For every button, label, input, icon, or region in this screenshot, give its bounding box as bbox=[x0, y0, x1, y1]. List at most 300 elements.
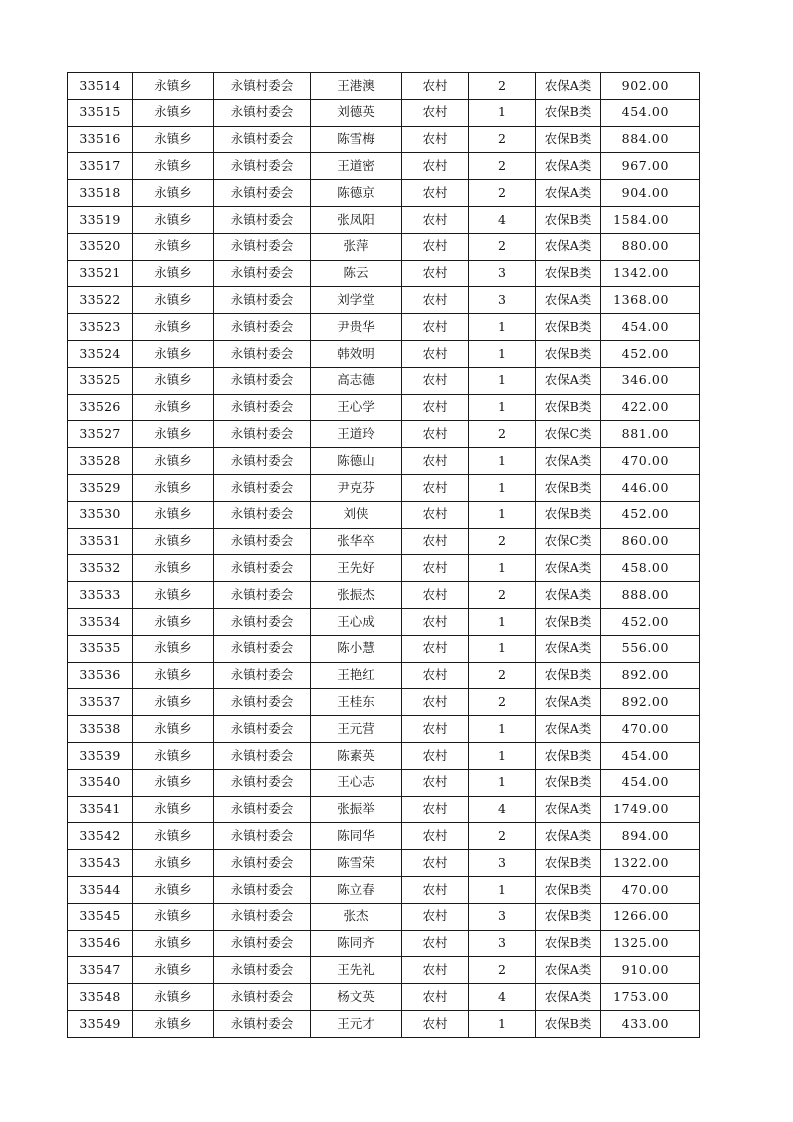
village-committee-cell: 永镇村委会 bbox=[214, 421, 311, 448]
person-name-cell: 高志德 bbox=[311, 367, 402, 394]
village-committee-cell: 永镇村委会 bbox=[214, 555, 311, 582]
village-committee-cell: 永镇村委会 bbox=[214, 957, 311, 984]
household-size-cell: 2 bbox=[469, 689, 536, 716]
table-row bbox=[68, 180, 700, 207]
person-name-cell: 王心志 bbox=[311, 769, 402, 796]
household-size-cell: 2 bbox=[469, 153, 536, 180]
area-type-cell: 农村 bbox=[402, 180, 469, 207]
household-size-cell: 1 bbox=[469, 608, 536, 635]
record-id-cell: 33534 bbox=[68, 608, 133, 635]
table-row bbox=[68, 126, 700, 153]
area-type-cell: 农村 bbox=[402, 582, 469, 609]
table-row bbox=[68, 662, 700, 689]
area-type-cell: 农村 bbox=[402, 421, 469, 448]
town-cell: 永镇乡 bbox=[133, 850, 214, 877]
amount-cell: 446.00 bbox=[601, 474, 700, 501]
amount-cell: 452.00 bbox=[601, 501, 700, 528]
household-size-cell: 1 bbox=[469, 1010, 536, 1037]
village-committee-cell: 永镇村委会 bbox=[214, 367, 311, 394]
amount-cell: 1753.00 bbox=[601, 984, 700, 1011]
person-name-cell: 陈同齐 bbox=[311, 930, 402, 957]
village-committee-cell: 永镇村委会 bbox=[214, 716, 311, 743]
person-name-cell: 韩效明 bbox=[311, 340, 402, 367]
person-name-cell: 陈德山 bbox=[311, 448, 402, 475]
village-committee-cell: 永镇村委会 bbox=[214, 448, 311, 475]
table-row bbox=[68, 769, 700, 796]
insurance-category-cell: 农保B类 bbox=[536, 99, 601, 126]
insurance-category-cell: 农保B类 bbox=[536, 474, 601, 501]
area-type-cell: 农村 bbox=[402, 850, 469, 877]
town-cell: 永镇乡 bbox=[133, 233, 214, 260]
household-size-cell: 4 bbox=[469, 206, 536, 233]
record-id-cell: 33544 bbox=[68, 876, 133, 903]
household-size-cell: 3 bbox=[469, 903, 536, 930]
table-row bbox=[68, 501, 700, 528]
person-name-cell: 王心学 bbox=[311, 394, 402, 421]
household-size-cell: 1 bbox=[469, 340, 536, 367]
household-size-cell: 4 bbox=[469, 984, 536, 1011]
record-id-cell: 33531 bbox=[68, 528, 133, 555]
town-cell: 永镇乡 bbox=[133, 769, 214, 796]
household-size-cell: 1 bbox=[469, 742, 536, 769]
insurance-category-cell: 农保A类 bbox=[536, 180, 601, 207]
amount-cell: 452.00 bbox=[601, 608, 700, 635]
record-id-cell: 33522 bbox=[68, 287, 133, 314]
record-id-cell: 33545 bbox=[68, 903, 133, 930]
table-row bbox=[68, 73, 700, 100]
person-name-cell: 王元才 bbox=[311, 1010, 402, 1037]
record-id-cell: 33535 bbox=[68, 635, 133, 662]
insurance-category-cell: 农保A类 bbox=[536, 957, 601, 984]
person-name-cell: 王先好 bbox=[311, 555, 402, 582]
household-size-cell: 4 bbox=[469, 796, 536, 823]
insurance-category-cell: 农保A类 bbox=[536, 448, 601, 475]
household-size-cell: 1 bbox=[469, 501, 536, 528]
insurance-category-cell: 农保B类 bbox=[536, 742, 601, 769]
area-type-cell: 农村 bbox=[402, 260, 469, 287]
table-row bbox=[68, 260, 700, 287]
record-id-cell: 33528 bbox=[68, 448, 133, 475]
amount-cell: 884.00 bbox=[601, 126, 700, 153]
table-row bbox=[68, 796, 700, 823]
insurance-category-cell: 农保B类 bbox=[536, 340, 601, 367]
insurance-category-cell: 农保A类 bbox=[536, 689, 601, 716]
record-id-cell: 33543 bbox=[68, 850, 133, 877]
amount-cell: 422.00 bbox=[601, 394, 700, 421]
person-name-cell: 陈小慧 bbox=[311, 635, 402, 662]
insurance-category-cell: 农保A类 bbox=[536, 73, 601, 100]
area-type-cell: 农村 bbox=[402, 930, 469, 957]
village-committee-cell: 永镇村委会 bbox=[214, 850, 311, 877]
village-committee-cell: 永镇村委会 bbox=[214, 528, 311, 555]
town-cell: 永镇乡 bbox=[133, 153, 214, 180]
area-type-cell: 农村 bbox=[402, 153, 469, 180]
person-name-cell: 刘学堂 bbox=[311, 287, 402, 314]
town-cell: 永镇乡 bbox=[133, 716, 214, 743]
amount-cell: 454.00 bbox=[601, 769, 700, 796]
household-size-cell: 3 bbox=[469, 260, 536, 287]
area-type-cell: 农村 bbox=[402, 448, 469, 475]
insurance-category-cell: 农保A类 bbox=[536, 796, 601, 823]
town-cell: 永镇乡 bbox=[133, 903, 214, 930]
record-id-cell: 33525 bbox=[68, 367, 133, 394]
area-type-cell: 农村 bbox=[402, 99, 469, 126]
area-type-cell: 农村 bbox=[402, 635, 469, 662]
amount-cell: 881.00 bbox=[601, 421, 700, 448]
town-cell: 永镇乡 bbox=[133, 823, 214, 850]
area-type-cell: 农村 bbox=[402, 474, 469, 501]
household-size-cell: 2 bbox=[469, 421, 536, 448]
town-cell: 永镇乡 bbox=[133, 367, 214, 394]
person-name-cell: 刘德英 bbox=[311, 99, 402, 126]
town-cell: 永镇乡 bbox=[133, 287, 214, 314]
town-cell: 永镇乡 bbox=[133, 742, 214, 769]
area-type-cell: 农村 bbox=[402, 742, 469, 769]
household-size-cell: 1 bbox=[469, 448, 536, 475]
village-committee-cell: 永镇村委会 bbox=[214, 662, 311, 689]
record-id-cell: 33529 bbox=[68, 474, 133, 501]
insurance-category-cell: 农保C类 bbox=[536, 421, 601, 448]
village-committee-cell: 永镇村委会 bbox=[214, 769, 311, 796]
table-row bbox=[68, 1010, 700, 1037]
area-type-cell: 农村 bbox=[402, 608, 469, 635]
table-row bbox=[68, 555, 700, 582]
amount-cell: 454.00 bbox=[601, 314, 700, 341]
table-row bbox=[68, 957, 700, 984]
record-id-cell: 33527 bbox=[68, 421, 133, 448]
record-id-cell: 33547 bbox=[68, 957, 133, 984]
person-name-cell: 王艳红 bbox=[311, 662, 402, 689]
village-committee-cell: 永镇村委会 bbox=[214, 984, 311, 1011]
amount-cell: 470.00 bbox=[601, 716, 700, 743]
insurance-category-cell: 农保A类 bbox=[536, 153, 601, 180]
person-name-cell: 刘侠 bbox=[311, 501, 402, 528]
household-size-cell: 1 bbox=[469, 769, 536, 796]
insurance-category-cell: 农保B类 bbox=[536, 260, 601, 287]
record-id-cell: 33548 bbox=[68, 984, 133, 1011]
village-committee-cell: 永镇村委会 bbox=[214, 153, 311, 180]
amount-cell: 454.00 bbox=[601, 99, 700, 126]
record-id-cell: 33516 bbox=[68, 126, 133, 153]
village-committee-cell: 永镇村委会 bbox=[214, 689, 311, 716]
table-row bbox=[68, 340, 700, 367]
household-size-cell: 1 bbox=[469, 635, 536, 662]
amount-cell: 888.00 bbox=[601, 582, 700, 609]
amount-cell: 892.00 bbox=[601, 662, 700, 689]
area-type-cell: 农村 bbox=[402, 340, 469, 367]
village-committee-cell: 永镇村委会 bbox=[214, 287, 311, 314]
amount-cell: 556.00 bbox=[601, 635, 700, 662]
household-size-cell: 1 bbox=[469, 876, 536, 903]
insurance-category-cell: 农保A类 bbox=[536, 635, 601, 662]
person-name-cell: 陈雪荣 bbox=[311, 850, 402, 877]
town-cell: 永镇乡 bbox=[133, 796, 214, 823]
area-type-cell: 农村 bbox=[402, 689, 469, 716]
household-size-cell: 3 bbox=[469, 930, 536, 957]
person-name-cell: 陈德京 bbox=[311, 180, 402, 207]
record-id-cell: 33523 bbox=[68, 314, 133, 341]
person-name-cell: 张凤阳 bbox=[311, 206, 402, 233]
town-cell: 永镇乡 bbox=[133, 126, 214, 153]
household-size-cell: 2 bbox=[469, 957, 536, 984]
insurance-category-cell: 农保B类 bbox=[536, 769, 601, 796]
table-row bbox=[68, 608, 700, 635]
amount-cell: 1266.00 bbox=[601, 903, 700, 930]
town-cell: 永镇乡 bbox=[133, 448, 214, 475]
village-committee-cell: 永镇村委会 bbox=[214, 314, 311, 341]
amount-cell: 1368.00 bbox=[601, 287, 700, 314]
person-name-cell: 王港澳 bbox=[311, 73, 402, 100]
village-committee-cell: 永镇村委会 bbox=[214, 635, 311, 662]
town-cell: 永镇乡 bbox=[133, 421, 214, 448]
person-name-cell: 陈立春 bbox=[311, 876, 402, 903]
town-cell: 永镇乡 bbox=[133, 555, 214, 582]
amount-cell: 902.00 bbox=[601, 73, 700, 100]
person-name-cell: 张华卒 bbox=[311, 528, 402, 555]
record-id-cell: 33540 bbox=[68, 769, 133, 796]
household-size-cell: 1 bbox=[469, 314, 536, 341]
person-name-cell: 王道密 bbox=[311, 153, 402, 180]
amount-cell: 470.00 bbox=[601, 876, 700, 903]
amount-cell: 880.00 bbox=[601, 233, 700, 260]
person-name-cell: 陈同华 bbox=[311, 823, 402, 850]
insurance-category-cell: 农保B类 bbox=[536, 394, 601, 421]
record-id-cell: 33524 bbox=[68, 340, 133, 367]
area-type-cell: 农村 bbox=[402, 394, 469, 421]
record-id-cell: 33520 bbox=[68, 233, 133, 260]
village-committee-cell: 永镇村委会 bbox=[214, 394, 311, 421]
household-size-cell: 2 bbox=[469, 662, 536, 689]
town-cell: 永镇乡 bbox=[133, 394, 214, 421]
person-name-cell: 陈云 bbox=[311, 260, 402, 287]
village-committee-cell: 永镇村委会 bbox=[214, 582, 311, 609]
person-name-cell: 尹贵华 bbox=[311, 314, 402, 341]
area-type-cell: 农村 bbox=[402, 528, 469, 555]
person-name-cell: 张杰 bbox=[311, 903, 402, 930]
record-id-cell: 33530 bbox=[68, 501, 133, 528]
record-id-cell: 33526 bbox=[68, 394, 133, 421]
village-committee-cell: 永镇村委会 bbox=[214, 180, 311, 207]
town-cell: 永镇乡 bbox=[133, 528, 214, 555]
person-name-cell: 王道玲 bbox=[311, 421, 402, 448]
amount-cell: 346.00 bbox=[601, 367, 700, 394]
amount-cell: 452.00 bbox=[601, 340, 700, 367]
table-row bbox=[68, 716, 700, 743]
village-committee-cell: 永镇村委会 bbox=[214, 340, 311, 367]
area-type-cell: 农村 bbox=[402, 287, 469, 314]
table-row bbox=[68, 421, 700, 448]
table-row bbox=[68, 474, 700, 501]
subsidy-roster-table bbox=[67, 72, 700, 1038]
table-row bbox=[68, 287, 700, 314]
amount-cell: 967.00 bbox=[601, 153, 700, 180]
area-type-cell: 农村 bbox=[402, 769, 469, 796]
area-type-cell: 农村 bbox=[402, 73, 469, 100]
area-type-cell: 农村 bbox=[402, 984, 469, 1011]
area-type-cell: 农村 bbox=[402, 796, 469, 823]
record-id-cell: 33533 bbox=[68, 582, 133, 609]
table-row bbox=[68, 930, 700, 957]
town-cell: 永镇乡 bbox=[133, 1010, 214, 1037]
town-cell: 永镇乡 bbox=[133, 314, 214, 341]
village-committee-cell: 永镇村委会 bbox=[214, 126, 311, 153]
town-cell: 永镇乡 bbox=[133, 635, 214, 662]
insurance-category-cell: 农保B类 bbox=[536, 903, 601, 930]
amount-cell: 454.00 bbox=[601, 742, 700, 769]
person-name-cell: 王心成 bbox=[311, 608, 402, 635]
town-cell: 永镇乡 bbox=[133, 474, 214, 501]
table-row bbox=[68, 153, 700, 180]
village-committee-cell: 永镇村委会 bbox=[214, 823, 311, 850]
village-committee-cell: 永镇村委会 bbox=[214, 233, 311, 260]
town-cell: 永镇乡 bbox=[133, 608, 214, 635]
area-type-cell: 农村 bbox=[402, 662, 469, 689]
person-name-cell: 张振举 bbox=[311, 796, 402, 823]
insurance-category-cell: 农保A类 bbox=[536, 823, 601, 850]
insurance-category-cell: 农保B类 bbox=[536, 1010, 601, 1037]
household-size-cell: 3 bbox=[469, 287, 536, 314]
town-cell: 永镇乡 bbox=[133, 582, 214, 609]
record-id-cell: 33514 bbox=[68, 73, 133, 100]
table-row bbox=[68, 233, 700, 260]
amount-cell: 860.00 bbox=[601, 528, 700, 555]
insurance-category-cell: 农保B类 bbox=[536, 314, 601, 341]
insurance-category-cell: 农保B类 bbox=[536, 206, 601, 233]
record-id-cell: 33518 bbox=[68, 180, 133, 207]
area-type-cell: 农村 bbox=[402, 501, 469, 528]
table-row bbox=[68, 984, 700, 1011]
insurance-category-cell: 农保B类 bbox=[536, 930, 601, 957]
amount-cell: 1342.00 bbox=[601, 260, 700, 287]
household-size-cell: 3 bbox=[469, 850, 536, 877]
insurance-category-cell: 农保A类 bbox=[536, 233, 601, 260]
amount-cell: 433.00 bbox=[601, 1010, 700, 1037]
area-type-cell: 农村 bbox=[402, 233, 469, 260]
table-row bbox=[68, 99, 700, 126]
record-id-cell: 33546 bbox=[68, 930, 133, 957]
town-cell: 永镇乡 bbox=[133, 340, 214, 367]
person-name-cell: 陈雪梅 bbox=[311, 126, 402, 153]
table-row bbox=[68, 823, 700, 850]
insurance-category-cell: 农保A类 bbox=[536, 582, 601, 609]
person-name-cell: 张萍 bbox=[311, 233, 402, 260]
town-cell: 永镇乡 bbox=[133, 957, 214, 984]
insurance-category-cell: 农保A类 bbox=[536, 287, 601, 314]
record-id-cell: 33537 bbox=[68, 689, 133, 716]
person-name-cell: 张振杰 bbox=[311, 582, 402, 609]
record-id-cell: 33536 bbox=[68, 662, 133, 689]
village-committee-cell: 永镇村委会 bbox=[214, 206, 311, 233]
town-cell: 永镇乡 bbox=[133, 662, 214, 689]
record-id-cell: 33515 bbox=[68, 99, 133, 126]
amount-cell: 1749.00 bbox=[601, 796, 700, 823]
record-id-cell: 33541 bbox=[68, 796, 133, 823]
area-type-cell: 农村 bbox=[402, 126, 469, 153]
person-name-cell: 杨文英 bbox=[311, 984, 402, 1011]
person-name-cell: 王先礼 bbox=[311, 957, 402, 984]
town-cell: 永镇乡 bbox=[133, 206, 214, 233]
roster-body bbox=[68, 73, 700, 1038]
record-id-cell: 33521 bbox=[68, 260, 133, 287]
household-size-cell: 2 bbox=[469, 73, 536, 100]
amount-cell: 470.00 bbox=[601, 448, 700, 475]
area-type-cell: 农村 bbox=[402, 206, 469, 233]
person-name-cell: 王元营 bbox=[311, 716, 402, 743]
table-row bbox=[68, 689, 700, 716]
village-committee-cell: 永镇村委会 bbox=[214, 742, 311, 769]
area-type-cell: 农村 bbox=[402, 716, 469, 743]
person-name-cell: 陈素英 bbox=[311, 742, 402, 769]
town-cell: 永镇乡 bbox=[133, 180, 214, 207]
table-row bbox=[68, 314, 700, 341]
town-cell: 永镇乡 bbox=[133, 260, 214, 287]
household-size-cell: 2 bbox=[469, 582, 536, 609]
table-row bbox=[68, 448, 700, 475]
insurance-category-cell: 农保B类 bbox=[536, 608, 601, 635]
household-size-cell: 2 bbox=[469, 823, 536, 850]
table-row bbox=[68, 582, 700, 609]
table-row bbox=[68, 876, 700, 903]
insurance-category-cell: 农保A类 bbox=[536, 984, 601, 1011]
amount-cell: 1584.00 bbox=[601, 206, 700, 233]
table-row bbox=[68, 903, 700, 930]
town-cell: 永镇乡 bbox=[133, 99, 214, 126]
record-id-cell: 33519 bbox=[68, 206, 133, 233]
area-type-cell: 农村 bbox=[402, 957, 469, 984]
record-id-cell: 33539 bbox=[68, 742, 133, 769]
insurance-category-cell: 农保A类 bbox=[536, 555, 601, 582]
insurance-category-cell: 农保B类 bbox=[536, 126, 601, 153]
amount-cell: 910.00 bbox=[601, 957, 700, 984]
village-committee-cell: 永镇村委会 bbox=[214, 73, 311, 100]
insurance-category-cell: 农保B类 bbox=[536, 662, 601, 689]
insurance-category-cell: 农保C类 bbox=[536, 528, 601, 555]
insurance-category-cell: 农保B类 bbox=[536, 876, 601, 903]
household-size-cell: 2 bbox=[469, 233, 536, 260]
record-id-cell: 33542 bbox=[68, 823, 133, 850]
amount-cell: 1322.00 bbox=[601, 850, 700, 877]
town-cell: 永镇乡 bbox=[133, 984, 214, 1011]
amount-cell: 894.00 bbox=[601, 823, 700, 850]
amount-cell: 458.00 bbox=[601, 555, 700, 582]
table-row bbox=[68, 528, 700, 555]
insurance-category-cell: 农保A类 bbox=[536, 367, 601, 394]
village-committee-cell: 永镇村委会 bbox=[214, 501, 311, 528]
table-row bbox=[68, 206, 700, 233]
village-committee-cell: 永镇村委会 bbox=[214, 1010, 311, 1037]
household-size-cell: 1 bbox=[469, 474, 536, 501]
household-size-cell: 2 bbox=[469, 180, 536, 207]
village-committee-cell: 永镇村委会 bbox=[214, 260, 311, 287]
household-size-cell: 1 bbox=[469, 99, 536, 126]
village-committee-cell: 永镇村委会 bbox=[214, 930, 311, 957]
area-type-cell: 农村 bbox=[402, 1010, 469, 1037]
household-size-cell: 2 bbox=[469, 528, 536, 555]
area-type-cell: 农村 bbox=[402, 903, 469, 930]
amount-cell: 892.00 bbox=[601, 689, 700, 716]
village-committee-cell: 永镇村委会 bbox=[214, 608, 311, 635]
household-size-cell: 1 bbox=[469, 716, 536, 743]
record-id-cell: 33549 bbox=[68, 1010, 133, 1037]
area-type-cell: 农村 bbox=[402, 823, 469, 850]
insurance-category-cell: 农保B类 bbox=[536, 850, 601, 877]
household-size-cell: 1 bbox=[469, 367, 536, 394]
household-size-cell: 2 bbox=[469, 126, 536, 153]
area-type-cell: 农村 bbox=[402, 876, 469, 903]
insurance-category-cell: 农保A类 bbox=[536, 716, 601, 743]
person-name-cell: 王桂东 bbox=[311, 689, 402, 716]
record-id-cell: 33538 bbox=[68, 716, 133, 743]
